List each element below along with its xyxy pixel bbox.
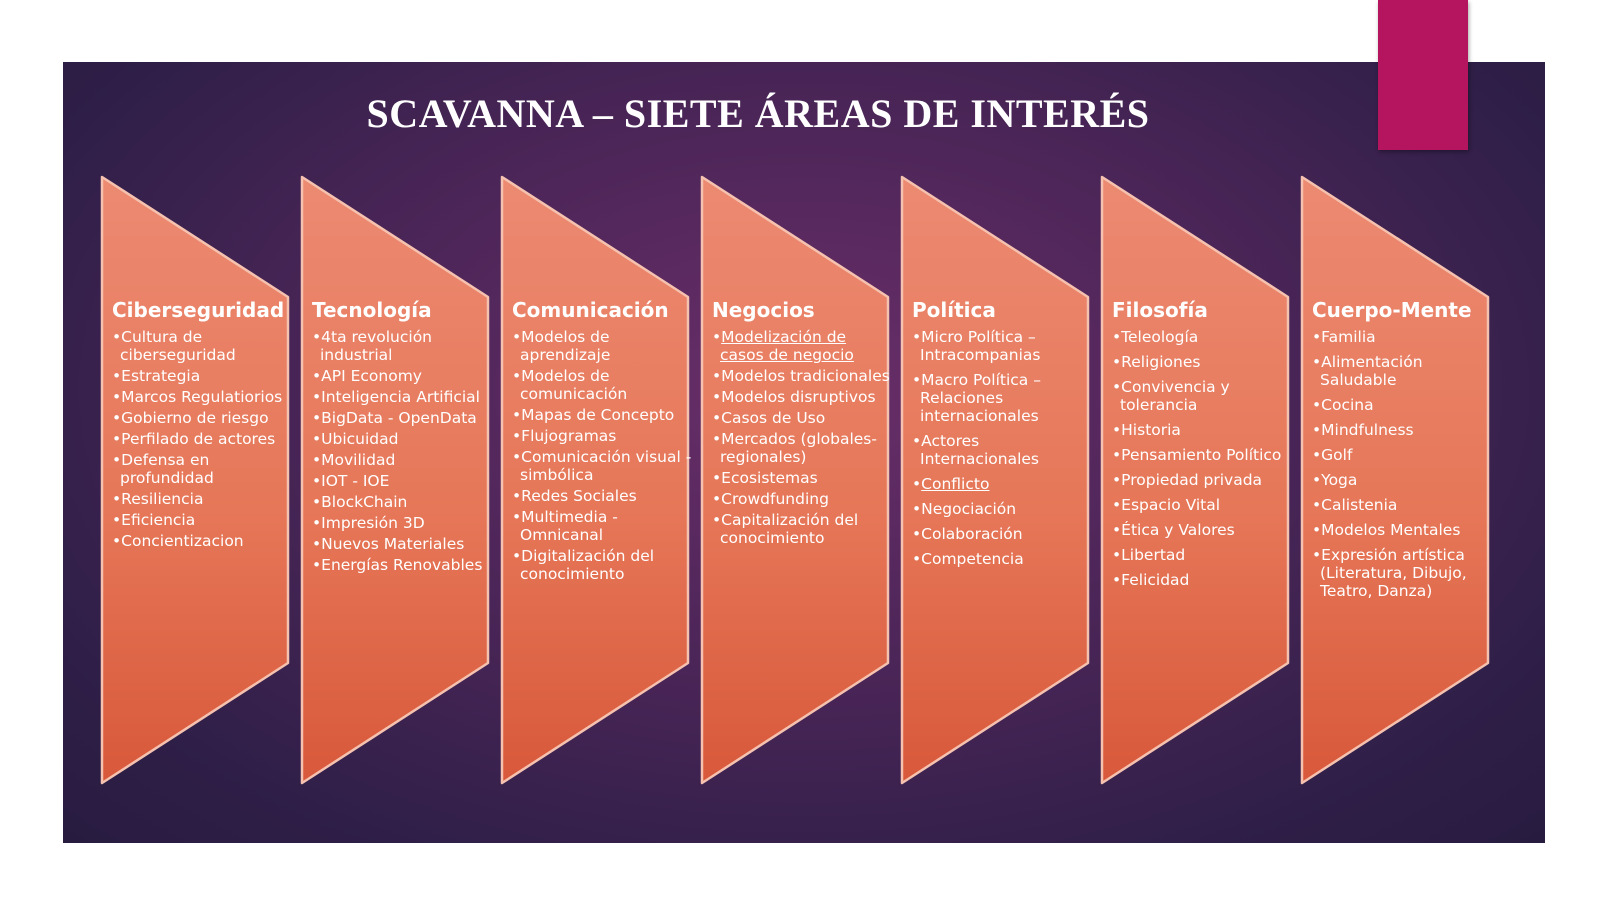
area-item-list: [1112, 328, 1294, 589]
area-item: [112, 490, 294, 508]
area-item-list: [112, 328, 294, 550]
area-item-text: API Economy: [321, 367, 422, 385]
area-item-text: Conflicto: [921, 475, 990, 493]
area-item-text: Libertad: [1121, 546, 1186, 564]
area-item-text: Defensa en profundidad: [120, 451, 214, 487]
area-item-text: Convivencia y tolerancia: [1120, 378, 1230, 414]
area-title: Filosofía: [1112, 298, 1208, 322]
area-item-text: Flujogramas: [521, 427, 617, 445]
area-item: [1312, 446, 1494, 464]
area-item-text: Modelos Mentales: [1321, 521, 1461, 539]
area-item: [512, 448, 694, 484]
area-item: [512, 406, 694, 424]
area-title: Cuerpo-Mente: [1312, 298, 1472, 322]
area-column: [912, 298, 1094, 575]
area-item-text: Golf: [1321, 446, 1353, 464]
area-item-text: Energías Renovables: [321, 556, 483, 574]
area-item: [1112, 471, 1294, 489]
area-column: [512, 298, 694, 586]
area-item-text: Mercados (globales- regionales): [720, 430, 877, 466]
area-item: [712, 430, 894, 466]
area-item: [312, 493, 494, 511]
area-item: [912, 328, 1094, 364]
area-item-text: Digitalización del conocimiento: [520, 547, 655, 583]
area-item: [312, 388, 494, 406]
area-item-text: Modelos de comunicación: [520, 367, 628, 403]
area-item-text: Nuevos Materiales: [321, 535, 465, 553]
area-item: [1112, 546, 1294, 564]
area-item: [512, 487, 694, 505]
area-item: [1112, 353, 1294, 371]
area-item: [1312, 328, 1494, 346]
area-item: [512, 547, 694, 583]
area-item: [912, 371, 1094, 425]
area-item-text: Estrategia: [121, 367, 201, 385]
area-item-text: Crowdfunding: [721, 490, 829, 508]
area-item: [1112, 378, 1294, 414]
area-item-text: Modelos tradicionales: [721, 367, 890, 385]
area-item: [712, 511, 894, 547]
area-item-text: Impresión 3D: [321, 514, 425, 532]
area-item: [912, 500, 1094, 518]
area-item-text: Pensamiento Político: [1121, 446, 1282, 464]
area-column: [312, 298, 494, 577]
area-item-text: Gobierno de riesgo: [121, 409, 269, 427]
area-item: [1312, 353, 1494, 389]
area-item: [312, 451, 494, 469]
area-item-text: Inteligencia Artificial: [321, 388, 480, 406]
area-item: [312, 328, 494, 364]
area-item: [312, 367, 494, 385]
area-item-text: Modelos disruptivos: [721, 388, 876, 406]
area-item: [712, 469, 894, 487]
area-item-text: BigData - OpenData: [321, 409, 477, 427]
area-title: Tecnología: [312, 298, 432, 322]
area-item: [1312, 471, 1494, 489]
area-item: [1112, 328, 1294, 346]
area-item-text: 4ta revolución industrial: [320, 328, 433, 364]
area-item-text: Religiones: [1121, 353, 1201, 371]
area-item: [1112, 496, 1294, 514]
area-item: [112, 430, 294, 448]
area-item: [312, 409, 494, 427]
area-item: [112, 532, 294, 550]
area-item: [1112, 446, 1294, 464]
area-item-text: Competencia: [921, 550, 1024, 568]
area-item: [1312, 521, 1494, 539]
area-item: [712, 328, 894, 364]
area-item-text: Micro Política – Intracompanias: [920, 328, 1041, 364]
area-item-text: Calistenia: [1321, 496, 1398, 514]
area-item: [512, 328, 694, 364]
area-item-text: Redes Sociales: [521, 487, 637, 505]
area-item: [512, 508, 694, 544]
slide-title: SCAVANNA – SIETE ÁREAS DE INTERÉS: [366, 91, 1150, 136]
area-item: [512, 427, 694, 445]
area-title: Política: [912, 298, 996, 322]
area-item-text: Resiliencia: [121, 490, 204, 508]
area-item: [112, 388, 294, 406]
area-item-list: [312, 328, 494, 574]
area-item-list: [1312, 328, 1494, 600]
area-item: [312, 514, 494, 532]
area-item-text: Expresión artística (Literatura, Dibujo, Teatro, Danza): [1320, 546, 1467, 600]
area-item-text: Felicidad: [1121, 571, 1190, 589]
area-item-text: Multimedia - Omnicanal: [520, 508, 618, 544]
area-item-text: Mindfulness: [1321, 421, 1414, 439]
area-item-text: Modelos de aprendizaje: [520, 328, 611, 364]
area-item-text: Concientizacion: [121, 532, 244, 550]
area-item-text: Macro Política – Relaciones internacionales: [920, 371, 1041, 425]
area-item: [1112, 521, 1294, 539]
area-item-text: Eficiencia: [121, 511, 196, 529]
area-item: [1312, 396, 1494, 414]
area-column: [1112, 298, 1294, 596]
area-item: [912, 525, 1094, 543]
area-item: [912, 475, 1094, 493]
area-item-list: [512, 328, 694, 583]
area-item: [1112, 571, 1294, 589]
area-item-text: Propiedad privada: [1121, 471, 1263, 489]
area-title: Ciberseguridad: [112, 298, 285, 322]
area-item-text: Mapas de Concepto: [521, 406, 675, 424]
area-item: [512, 367, 694, 403]
area-item-text: Colaboración: [921, 525, 1023, 543]
area-item-text: Familia: [1321, 328, 1376, 346]
area-item-text: Modelización de casos de negocio: [720, 328, 854, 364]
area-item: [112, 367, 294, 385]
area-item-text: Yoga: [1321, 471, 1358, 489]
area-item: [912, 550, 1094, 568]
area-item-text: Negociación: [921, 500, 1017, 518]
area-item: [312, 535, 494, 553]
area-title: Negocios: [712, 298, 815, 322]
area-item: [712, 409, 894, 427]
area-item: [112, 409, 294, 427]
area-item: [112, 328, 294, 364]
area-item-text: Ética y Valores: [1121, 521, 1235, 539]
area-item: [112, 451, 294, 487]
area-item-text: Alimentación Saludable: [1320, 353, 1423, 389]
area-item: [712, 490, 894, 508]
area-item-text: Ecosistemas: [721, 469, 818, 487]
area-item-text: Perfilado de actores: [121, 430, 276, 448]
area-item-text: Marcos Regulatiorios: [121, 388, 283, 406]
area-item-text: Movilidad: [321, 451, 396, 469]
area-item: [712, 367, 894, 385]
area-column: [112, 298, 294, 553]
area-item: [312, 556, 494, 574]
area-item-text: Cocina: [1321, 396, 1374, 414]
area-item-text: Capitalización del conocimiento: [720, 511, 859, 547]
area-item-text: IOT - IOE: [321, 472, 390, 490]
area-column: [1312, 298, 1494, 607]
area-item-text: Historia: [1121, 421, 1181, 439]
area-item: [1312, 546, 1494, 600]
area-item-text: Actores Internacionales: [920, 432, 1039, 468]
area-item: [1112, 421, 1294, 439]
area-item: [112, 511, 294, 529]
area-item-list: [912, 328, 1094, 568]
area-item: [312, 430, 494, 448]
area-item-text: BlockChain: [321, 493, 408, 511]
area-item: [1312, 496, 1494, 514]
area-title: Comunicación: [512, 298, 669, 322]
area-item: [712, 388, 894, 406]
area-item-text: Comunicación visual - simbólica: [520, 448, 692, 484]
area-item-list: [712, 328, 894, 547]
area-item-text: Espacio Vital: [1121, 496, 1221, 514]
area-item: [1312, 421, 1494, 439]
area-item: [312, 472, 494, 490]
area-item-text: Ubicuidad: [321, 430, 399, 448]
area-item-text: Cultura de ciberseguridad: [120, 328, 236, 364]
area-item-text: Teleología: [1121, 328, 1199, 346]
area-item-text: Casos de Uso: [721, 409, 826, 427]
area-item: [912, 432, 1094, 468]
area-column: [712, 298, 894, 550]
